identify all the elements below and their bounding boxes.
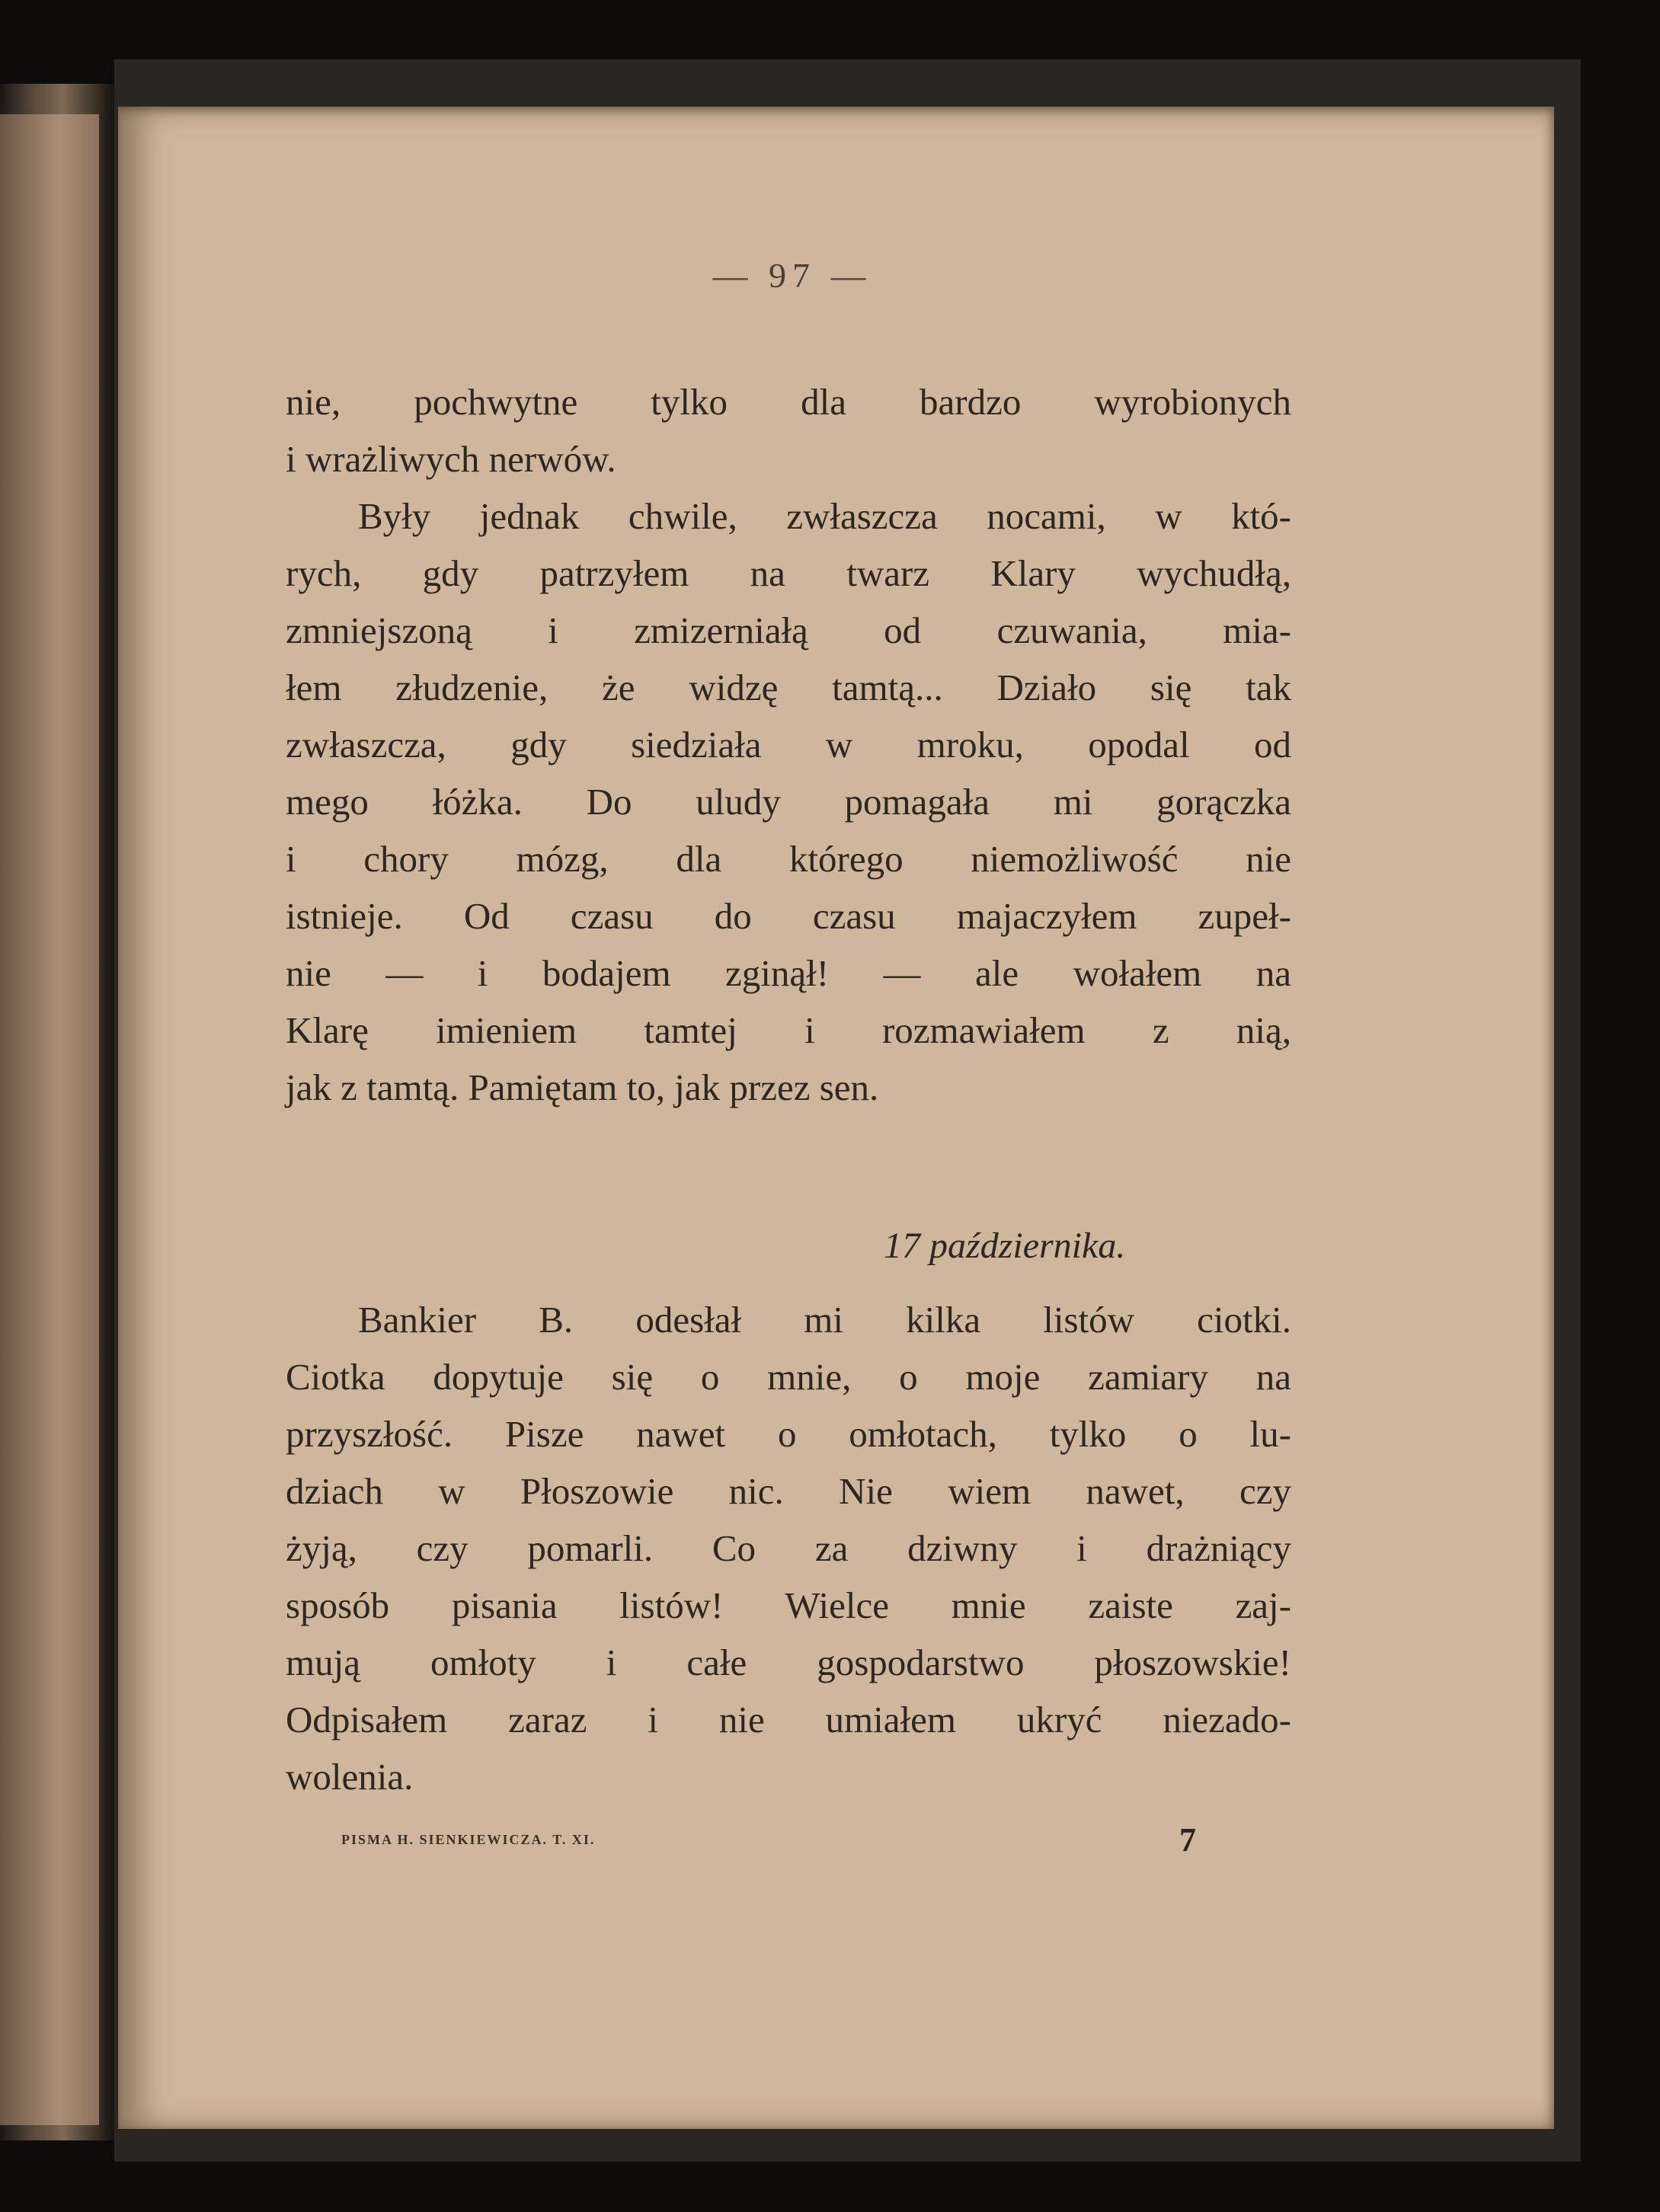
text-line: i wrażliwych nerwów. xyxy=(286,438,616,480)
text-line: Były jednak chwile, zwłaszcza nocami, w któ- xyxy=(358,495,1291,537)
footer-series-title: PISMA H. SIENKIEWICZA. T. XI. xyxy=(341,1832,596,1847)
text-line: przyszłość. Pisze nawet o omłotach, tylko o lu- xyxy=(286,1413,1291,1455)
text-line: sposób pisania listów! Wielce mnie zaiste zaj- xyxy=(286,1584,1291,1626)
text-line: rych, gdy patrzyłem na twarz Klary wychudłą, xyxy=(286,552,1291,594)
text-line: wolenia. xyxy=(286,1756,414,1798)
text-line: żyją, czy pomarli. Co za dziwny i drażniący xyxy=(286,1527,1291,1569)
text-line: jak z tamtą. Pamiętam to, jak przez sen. xyxy=(286,1066,879,1108)
text-line: Odpisałem zaraz i nie umiałem ukryć niezado- xyxy=(286,1699,1291,1741)
text-line: zmniejszoną i zmizerniałą od czuwania, mia- xyxy=(286,609,1291,651)
text-line: Ciotka dopytuje się o mnie, o moje zamiary na xyxy=(286,1356,1291,1398)
text-line: dziach w Płoszowie nic. Nie wiem nawet, czy xyxy=(286,1470,1291,1512)
footer-signature-mark: 7 xyxy=(1179,1821,1196,1859)
text-line: łem złudzenie, że widzę tamtą... Działo się tak xyxy=(286,666,1291,708)
text-line: mują omłoty i całe gospodarstwo płoszowskie! xyxy=(286,1641,1291,1683)
date-heading: 17 października. xyxy=(884,1226,1126,1266)
text-line: istnieje. Od czasu do czasu majaczyłem zupeł- xyxy=(286,895,1291,937)
left-page-edge xyxy=(0,114,99,2125)
text-line: nie, pochwytne tylko dla bardzo wyrobionych xyxy=(286,381,1291,423)
text-line: i chory mózg, dla którego niemożliwość nie xyxy=(286,838,1291,880)
text-line: Klarę imieniem tamtej i rozmawiałem z nią, xyxy=(286,1009,1291,1051)
text-line: zwłaszcza, gdy siedziała w mroku, opodal od xyxy=(286,724,1291,766)
text-line: Bankier B. odesłał mi kilka listów ciotki. xyxy=(358,1299,1291,1341)
page-number: — 97 — xyxy=(712,256,872,295)
text-line: mego łóżka. Do uludy pomagała mi gorączka xyxy=(286,781,1291,823)
text-line: nie — i bodajem zginął! — ale wołałem na xyxy=(286,952,1291,994)
